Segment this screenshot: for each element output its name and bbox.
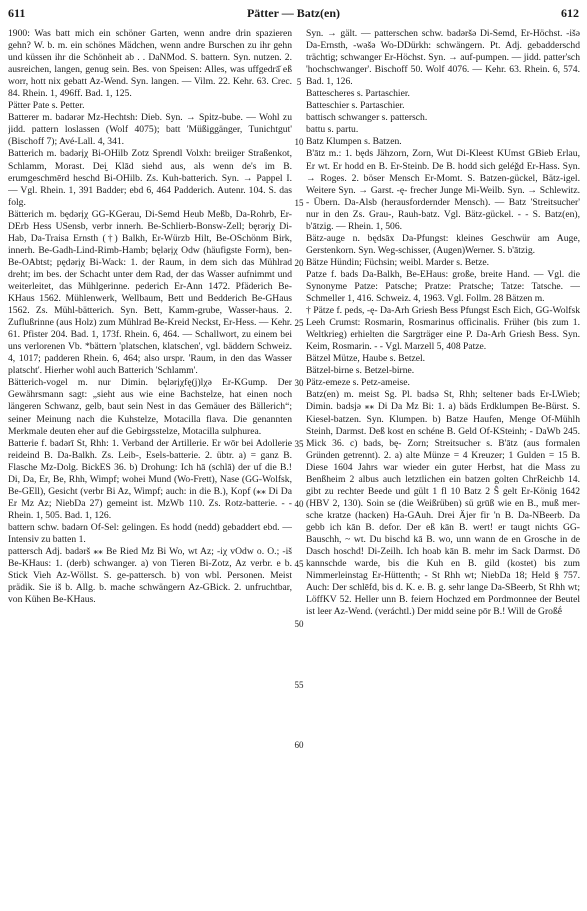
line-number: 15 bbox=[294, 197, 304, 208]
line-number: 25 bbox=[294, 318, 304, 329]
dictionary-entry: pattersch Adj. badǝrš ⁎⁎ Be Ried Mz Bi Wo, wt Az; -iχ vOdw o. O.; -iš Be-KHaus: 1. (derb) schwanger. a) von Tieren Bi-Zotz, Az verbr. e b. Stick Vieh Az-Wöllst. S. ge-pattersch. b) von wbl. Personen. Meist prädik. Sie iš b. Allg. b. mache schwängern Az-GBick. 2. unfruchtbar, von Kühen Be-KHaus. bbox=[8, 546, 292, 606]
dictionary-entry: 1900: Was batt mich ein schöner Garten, wenn andre drin spazieren gehn? W. b. m. ein schönes Mädchen, wenn andre Burschen zu ihr gehn und küssen ihr die Schönheit ab . . DaNMod. S. battern. Syn. nutzen. 2. ausreichen, langen, genug sein. Bes. von Speisen: Alles, was uffgedrā̆ eß worr, hott nix gebatt Az-Wend. Syn. langen. — Vilm. 22. Kehr. 63. Crec. 84. Rhein. 1, 496ff. Bad. 1, 125. bbox=[8, 28, 292, 100]
dictionary-entry: † Pätze f. peds, -ę- Da-Arh Griesh Bess Pfungst Esch Eich, GG-Wolfsk Leeh Crumst: Rosmarin, Rosmarinus officinalis. Früher (bis zum 1. Weltkrieg) erhielten die Sargträger eine P. Da-Arh Griesh Bess. Syn. Keim, Rosmarin. - - Vgl. Marzell 5, 408 Patze. bbox=[306, 305, 580, 353]
line-number: 45 bbox=[294, 559, 304, 570]
dictionary-entry: Bätterich m. będǝrịχ GG-KGerau, Di-Semd Heub Meßb, Da-Rohrb, Er-DErb Hess USensb, verbr innerh. Be-Schlierb-Bonsw-Zell; bęrǝrịχ Di-Hab, Da-Traisa Ernsth (†) Balkh, Er-Würzb Hilt, Be-OSchönm Birk, innerh. Be-Gadh-Lind-Rimb-Hamb; bęlǝrịχ Odw (häufigste Form), ben- Be-OAbtst; pędǝrịχ Bi-Wack: 1. der Raum, in dem sich das Mühlrad dreht; im bes. der Schacht unter dem Rad, der das Wasser aufnimmt und weiterleitet, das Mühlgerinne. pederich Er-Ann 1472. Pfäderich Be-KHaus 1562. Mühlenwerk, Wellbaum, Bett und Bedderich Be-GHaus 1562. Zs. Mühl-bätterich. Syn. Bett, Kamm-grube, Wasser-haus. 2. Zuflußrinne (aus Holz) zum Mühlrad Be-Kreid Neckst, Er-Hess. — Kehr. 61. Pfister 204. Bad. 1, 173f. Rhein. 6, 464. — Schallwort, zu einem bei uns verlorenen Vb. *bättern 'platschen, klatschen', vgl. bäddern Schweiz. 4, 1017; padderen Rhein. 6, 464; also urspr. 'Raum, in den das Wasser platscht'. Hierher wohl auch Batterich 'Schlamm'. bbox=[8, 208, 292, 377]
line-number: 20 bbox=[294, 257, 304, 268]
line-number: 60 bbox=[294, 739, 304, 750]
dictionary-entry: Pätter Pate s. Petter. bbox=[8, 100, 85, 112]
dictionary-entry: Batz(en) m. meist Sg. Pl. badsǝ St, Rhh; seltener bads Er-LWieb; Dimin. badsjǝ ⁎⁎ Di Da Mz Bi: 1. a) bäds Erdklumpen Be-Bürst. S. Kiesel-batzen. Syn. Klumpen. b) Batze Haufen, Menge Of-Mühlh Steinh, Darmst. Deß kost en schéne B. Geld Of-KSteinh; - DaWb 245. Mick 36. c) bads, bę- Zorn; Streitsucher s. B'ātz (aus formalen Gründen getrennt). 2. a) alte Münze = 4 Kreuzer; 1 Gulden = 15 B. Diese 1604 Jahrs war wieder ein guter Herbst, hat die Mass zu Benßheim 2 albus auch letztlichen ein batzen golten ChrReichb 14. gibt zu rechter Beede und gült 1 fl 10 Batz 2 Ŝ gelt Er-König 1642 (HBV 2, 130). Soin se (die Weißrüben) sü grūß wie en B., muß mer-sche kratze (hacken) Ha-GAuh. Drei Äjer fir 'n B. Da-NBeerb. Da gebb ich kān B. defor. Der eß kān B. wert! er taugt nichts GG-Bauschh, ~ wt. Du bischd kā B. wo, unn wann de en Grosche in de Dasch hoschd! Di-Zeilh. Ich hoab kān B. mehr im Sack Darmst. Dō kannschde warde, bis die Kuh en B. gild (kostet) bis zum Nimmerleinstag Er-Hüttenth; - St Rhh wt; NiebDa 18; Held § 757. Auch: Der schlēfd, bis d. K. e. B. g. sehr lange Da-SBeerb, St Rhh wt; LöffKV 52. Heller unn B. feiern Hochzed em Pordmonnee der Beutel ist leer Az-Wend. (veráchtl.) Der midd seine pōr B.! Will de Großḗ bbox=[306, 389, 580, 618]
dictionary-entry: Batterie f. badǝrī St, Rhh: 1. Verband der Artillerie. Er wōr bei Adollerie reideind B. Da-Balkh. Zs. Leib-, Esels-batterie. 2. übtr. a) = ganz B. Flasche Mz-Dolg. BickES 36. b) Drohung: Ich hā (schlā) der uf die B.! Di, Da, Er, Be, Rhh, Wimpf; wohei Mund (Wo-Frett), Nase (GG-Wolfsk, Be-GEll), Gesicht (verbr Bi Az, Wimpf; auch: in die B.), Kopf (⁎⁎ Di Da Er Mz Az; NiebDa 27) gemeint ist. MzWb 110. Zs. Rotz-batterie. - - Rhein. 1, 505. Bad. 1, 126. bbox=[8, 437, 292, 521]
dictionary-entry: battisch schwanger s. pattersch. bbox=[306, 112, 428, 124]
dictionary-entry: Batteschier s. Partaschier. bbox=[306, 100, 405, 112]
line-number: 40 bbox=[294, 498, 304, 509]
dictionary-entry: Batz Klumpen s. Batzen. bbox=[306, 136, 402, 148]
dictionary-entry: Pätz-emeze s. Petz-ameise. bbox=[306, 377, 410, 389]
dictionary-entry: Bätterich-vogel m. nur Dimin. bęlǝrịχfę(j)lχǝ Er-KGump. Der Gewährsmann sagt: „sieht aus wie eine Bachstelze, hat einen noch längeren Schwanz, gelb, baut sein Nest in das Gemäuer des Bällerich“; seiner Meinung nach die Kuhstelze, Motacilla flava. Die genannten Merkmale deuten eher auf die Gebirgsstelze, Motacilla sulphurea. bbox=[8, 377, 292, 437]
line-number: 55 bbox=[294, 679, 304, 690]
dictionary-entry: Syn. → gält. — patterschen schw. badǝršǝ Di-Semd, Er-Höchst. -išǝ Da-Ernsth, -wǝšǝ Wo-DDürkh: schwängern. Pt. Adj. gebadderschd trächtig; schwanger Er-Höchst. Syn. → auf-pumpen. — jidd. patter'sch 'hochschwanger'. Bischoff 50. Wolf 4076. — Kehr. 63. Rhein. 6, 574. Bad. 1, 126. bbox=[306, 28, 580, 88]
dictionary-entry: Batterich m. badǝrịχ Bi-OHilb Zotz Sprendl Volxh: breiiger Straßenkot, Schlamm, Morast. Dei̮ Klād siehd aus, als wenn de's im B. erumgeschmērd heschd Bi-OHilb. Zs. Kuh-batterich. Syn. → Pappel I. — Vgl. Rhein. 1, 391 Badder; ebd 6, 464 Padderich. Autenr. 104. S. das folg. bbox=[8, 148, 292, 208]
page-header bbox=[8, 6, 579, 22]
line-number: 5 bbox=[296, 77, 302, 88]
dictionary-entry: Bätzel-birne s. Betzel-birne. bbox=[306, 365, 415, 377]
dictionary-entry: B'ātz m.: 1. będs Jähzorn, Zorn, Wut Di-Kleest KUmst GBieb Erlau, Er wt. Er hodd en B. Er-Steinb. De B. hodd sich geléǧd Er-Hass. Syn. → Roges. 2. böser Mensch Er-Momt. S. Batzen-gückel, Bätz-igel. Weitere Syn. → Garst. -ę- frecher Junge Mi-Weilb. Syn. → Schlewitz. - Übern. Da-Alsb (herausfordernder Mensch). — Batz 'Streitsucher' nur in den Zs. Grau-, Rauh-batz. Vgl. Bätz-gückel. - - S. Batz(en), b'ātzig. — Rhein. 1, 506. bbox=[306, 148, 580, 232]
page-number-left: 611 bbox=[8, 6, 26, 20]
line-number: 50 bbox=[294, 619, 304, 630]
left-column bbox=[8, 28, 292, 904]
dictionary-entry: Battescheres s. Partaschier. bbox=[306, 88, 410, 100]
dictionary-entry: Bätz-auge n. będsāx Da-Pfungst: kleines Geschwür am Auge, Gerstenkorn. Syn. Weg-schisser, (Augen)Werner. S. b'ātzig. bbox=[306, 232, 580, 256]
line-number: 30 bbox=[294, 378, 304, 389]
dictionary-entry: battern schw. badǝrn Of-Sel: gelingen. Es hodd (nedd) gebaddert ebd. — Intensiv zu batten 1. bbox=[8, 521, 292, 545]
dictionary-entry: Bätzel Mütze, Haube s. Betzel. bbox=[306, 353, 426, 365]
dictionary-entry: Batterer m. badǝrǝr Mz-Hechtsh: Dieb. Syn. → Spitz-bube. — Wohl zu jidd. pattern loslassen (Wolf 4075); batt 'Müßiggänger, Tunichtgut' (Bischoff 7); Avé-Lall. 4, 341. bbox=[8, 112, 292, 148]
line-number: 10 bbox=[294, 137, 304, 148]
line-number: 35 bbox=[294, 438, 304, 449]
line-numbers bbox=[292, 28, 306, 904]
running-head: Pätter — Batz(en) bbox=[246, 6, 341, 20]
dictionary-entry: Bätze Hündin; Füchsin; weibl. Marder s. Betze. bbox=[306, 256, 490, 268]
page-number-right: 612 bbox=[561, 6, 579, 20]
dictionary-entry: Patze f. bads Da-Balkh, Be-EHaus: große, breite Hand. — Vgl. die Synonyme Patze: Patsche; Pratze: Pratsche; Tatze: Tatsche. — Schmeller 1, 416. Schweiz. 4, 1963. Vgl. Follm. 28 Bätzen m. bbox=[306, 268, 580, 305]
dictionary-entry: battu s. partu. bbox=[306, 124, 359, 136]
right-column bbox=[306, 28, 580, 904]
